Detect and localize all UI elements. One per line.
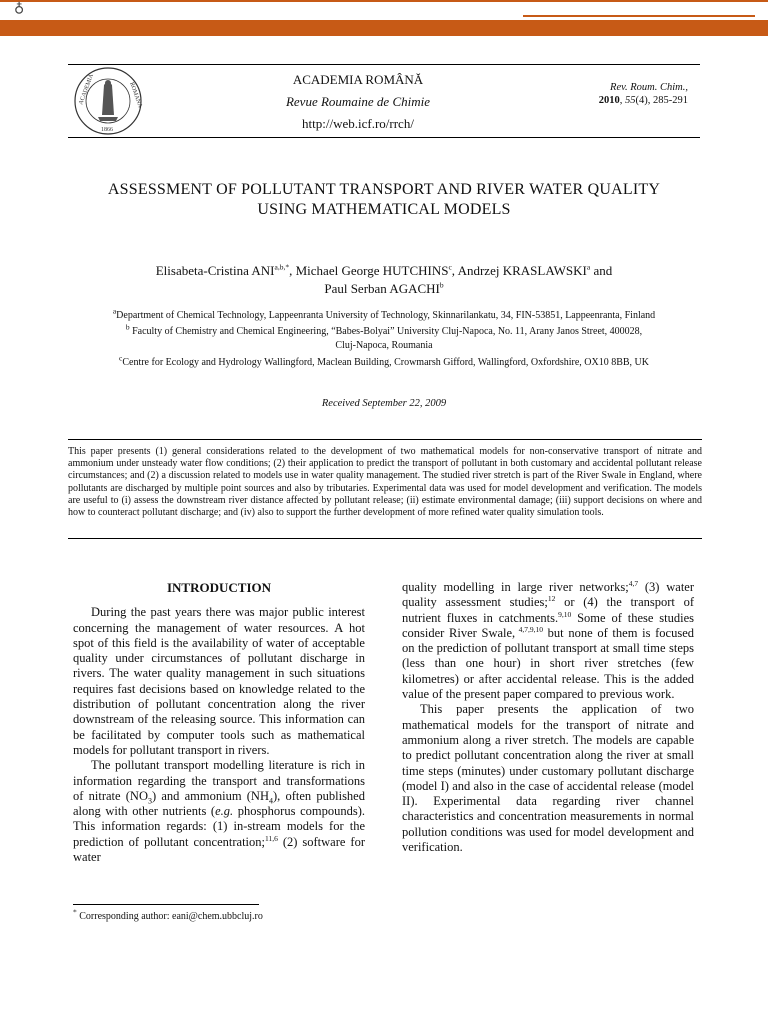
- author-list: [60, 262, 708, 298]
- banner-stripe: [0, 20, 768, 36]
- column-right: [402, 580, 694, 855]
- author-line-1: Elisabeta-Cristina $ANI^{a,b,*}$, Michael George HUTCHINS$^c$, Andrzej KRASLAWSKI$^a$ and: [155, 262, 613, 278]
- academy-name: ACADEMIA ROMÂNĂ: [292, 72, 424, 87]
- paragraph-2: The pollutant transport modelling literature is rich in information regarding the transport and transformations of nitrate $(NO_3)$ and ammonium $(NH_4)$, often published along with other nutrients (e.g. phosphorus compounds). This information regards: (1) in-stream models for the prediction of pollutant concentration;$^{11,6}$ (2) software for water: [73, 758, 366, 865]
- seal-text-left: ACADEMIA: [78, 73, 95, 106]
- banner-rule: [523, 15, 755, 17]
- citation-year: 2010: [598, 95, 620, 106]
- received-date: Received September 22, 2009: [321, 398, 447, 409]
- seal-text-right: ROMANA: [128, 81, 143, 109]
- citation-volume: 55: [625, 95, 636, 106]
- top-rule: [0, 0, 768, 2]
- top-banner: [0, 0, 768, 36]
- paragraph-3: This paper presents the application of two mathematical models for the transport of nitrate and ammonium along a river stretch. The models are capable to predict pollutant concentration along the river at small time steps (minutes) under customary pollutant discharge (model I) and also in the case of accidental release (model II). Experimental data regarding river channel characteristics and concentration measurements in normal pollution conditions was used for model development and verification.: [402, 702, 694, 855]
- citation: [599, 81, 688, 107]
- author-line-2: Paul Serban AGACHI$^b$: [324, 280, 444, 296]
- title-line-1: ASSESSMENT OF POLLUTANT TRANSPORT AND RIVER WATER QUALITY: [107, 181, 661, 198]
- journal-header: [68, 64, 700, 138]
- section-heading: INTRODUCTION: [166, 580, 271, 595]
- paper-title: [40, 180, 728, 220]
- seal-year: 1866: [101, 127, 113, 133]
- abstract: [68, 439, 702, 539]
- affiliation-b: $^b$ Faculty of Chemistry and Chemical Engineering, “Babes-Bolyai” University Cluj-Napoca, No. 11, Arany Janos Street, 400028, Cluj-Napoca, Roumania: [125, 322, 643, 351]
- academy-seal-icon: [68, 65, 150, 137]
- affiliation-c: $^c$Centre for Ecology and Hydrology Wallingford, Maclean Building, Crowmarsh Gifford, Wallingford, Oxfordshire, OX10 8BB, UK: [119, 353, 649, 368]
- abstract-text: This paper presents (1) general considerations related to the development of two mathematical models for non-conservative transport of nitrate and ammonium under unsteady water flow conditions; (2) their application to predict the transport of pollutant in both customary and accidental pollutant release circumstances; and (2) a discussion related to models use in water quality management. The studied river stretch is part of the River Swale in England, where pollutants are discharged by multiple point sources and also by tributaries. Experimental data was used for model development and verification. The models are useful to (i) assess the downstream river distance affected by pollutant release; (ii) estimate environmental damage; (iii) support decisions on where and how to counteract pollutant discharge; and (iv) also to support the further development of more refined water quality simulation tools.: [68, 446, 702, 519]
- citation-abbrev: Rev. Roum. Chim.,: [610, 82, 688, 93]
- column-left: [73, 580, 365, 865]
- citation-details: 2010, 55(4), 285-291: [598, 95, 688, 106]
- paragraph-2-continued: quality modelling in large river networks;$^{4,7}$ (3) water quality assessment studies;$^{12}$ or (4) the transport of nutrient fluxes in catchments.$^{9,10}$ Some of these studies consider River Swale, $^{4,7,9,10}$ but none of them is focused on the prediction of pollutant transport at small time steps (less than one hour) in short river stretches (few kilometres) or after accidental release. This is the added value of the present paper compared to previous work.: [402, 578, 694, 702]
- footnote: * Corresponding author: eani@chem.ubbcluj.ro: [73, 907, 263, 922]
- title-line-2: USING MATHEMATICAL MODELS: [257, 201, 511, 218]
- citation-issue-pages: (4), 285-291: [635, 95, 688, 106]
- journal-name: Revue Roumaine de Chimie: [285, 94, 431, 109]
- page-corner-glyph-icon: ♁: [14, 1, 25, 16]
- footnote-rule: [73, 904, 259, 905]
- paragraph-1: During the past years there was major public interest concerning the management of water resources. A hot spot of this field is the availability of water of acceptable quality under circumstances of pollutant discharge in rivers. The water quality management in such situations requires fast decisions based on knowledge related to the distribution of pollutant concentration along the river downstream of the releasing source. This information can be facilitated by computer tools such as mathematical models for pollutant transport in rivers.: [73, 605, 365, 757]
- header-center: [208, 69, 508, 135]
- journal-url[interactable]: http://web.icf.ro/rrch/: [302, 116, 414, 131]
- affiliation-a: $^a$Department of Chemical Technology, Lappeenranta University of Technology, Skinnarilankatu, 34, FIN-53851, Lappeenranta, Finland: [112, 306, 656, 321]
